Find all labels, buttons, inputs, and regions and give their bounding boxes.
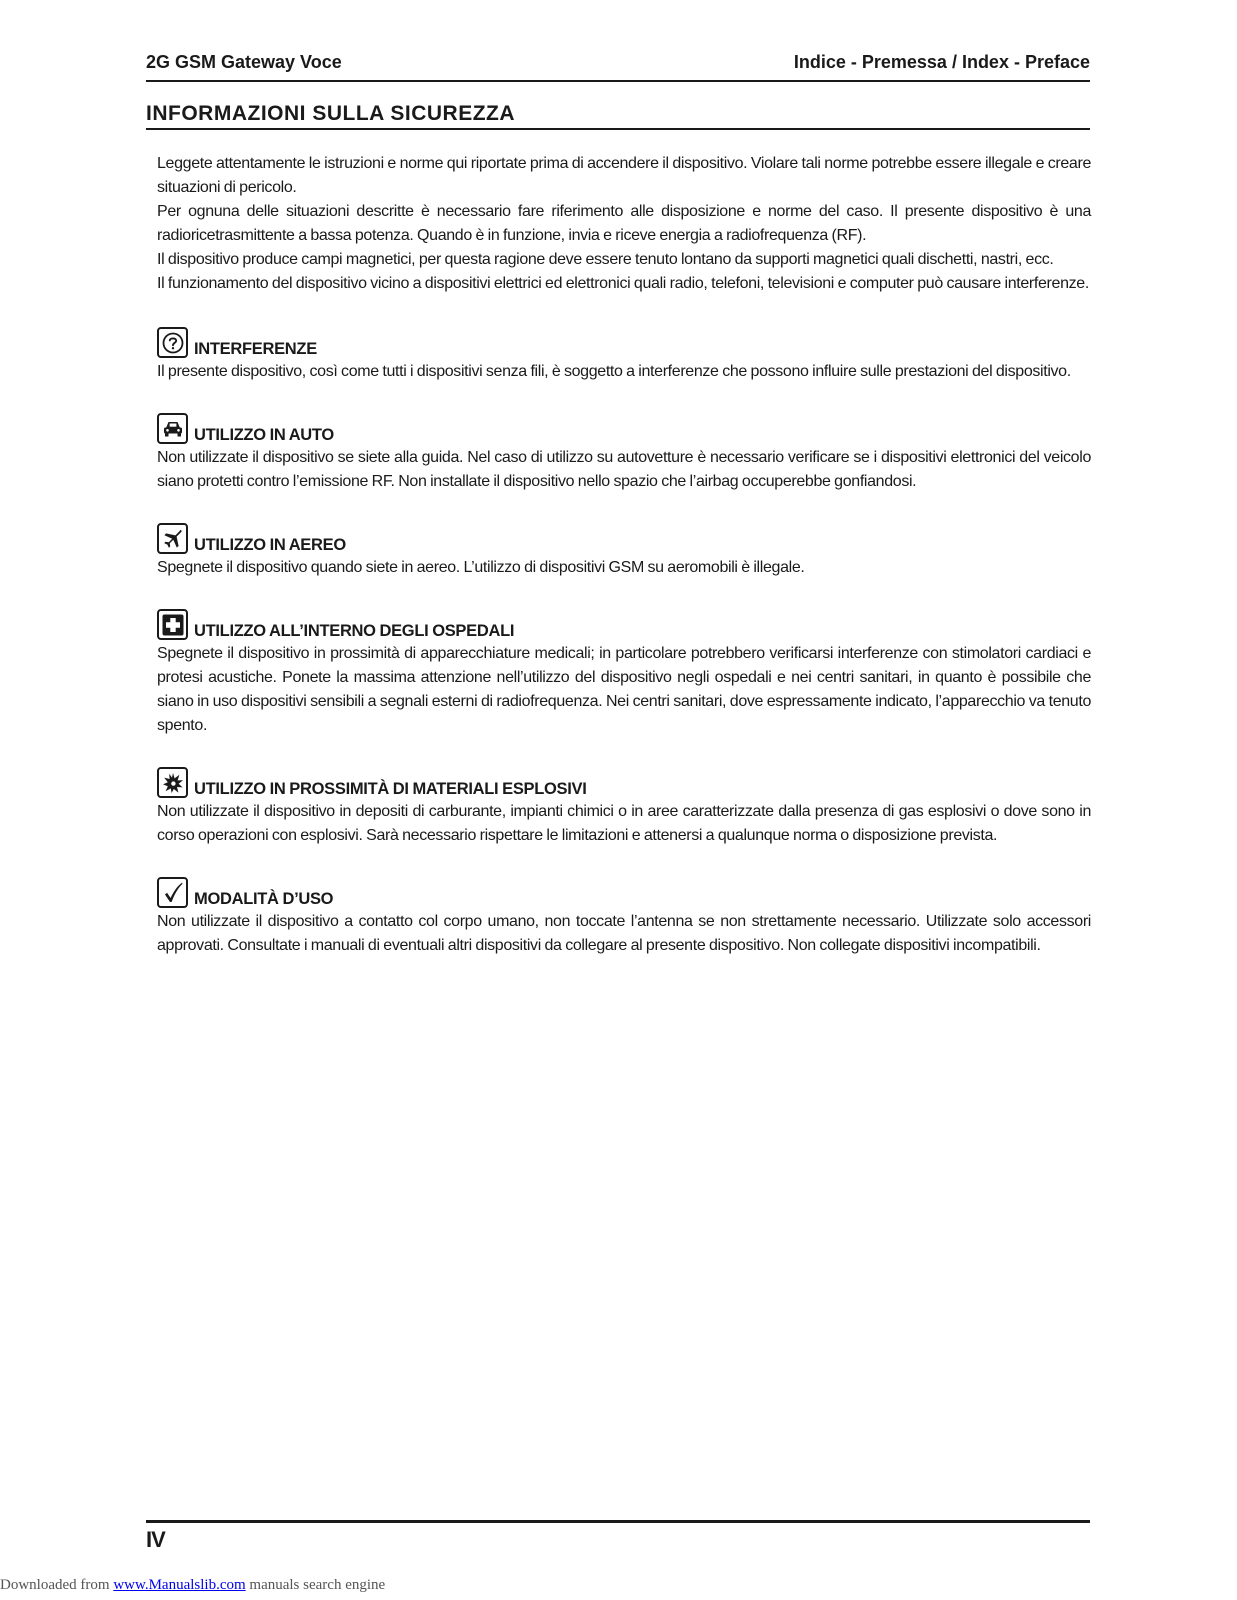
section-text: Spegnete il dispositivo quando siete in aereo. L’utilizzo di dispositivi GSM su aeromobili è illegale. [157,559,805,576]
download-prefix: Downloaded from [0,1577,114,1593]
section-heading: UTILIZZO IN PROSSIMITÀ DI MATERIALI ESPLOSIVI [194,780,587,798]
car-icon [157,413,188,444]
footer-divider [146,1520,1090,1523]
section-breadcrumb: Indice - Premessa / Index - Preface [793,52,1090,72]
content [157,152,1091,958]
download-notice [0,1577,385,1594]
section-title: INFORMAZIONI SULLA SICUREZZA [146,102,1090,130]
section-text: Non utilizzate il dispositivo a contatto col corpo umano, non toccate l’antenna se non strettamente necessario. Utilizzate solo accessori approvati. Consultate i manuali di eventuali altri dispositivi da collegare al presente dispositivo. Non collegate dispositivi incompatibili. [157,913,1091,954]
section-heading: UTILIZZO ALL’INTERNO DEGLI OSPEDALI [194,622,515,640]
section-text: Spegnete il dispositivo in prossimità di apparecchiature medicali; in particolare potrebbero verificarsi interferenze con stimolatori cardiaci e protesi acustiche. Ponete la massima attenzione nell’utilizzo del dispositivo negli ospedali e nei centri sanitari, in quanto è possibile che siano in uso dispositivi sensibili a segnali esterni di radiofrequenza. Nei centri sanitari, dove espressamente indicato, l’apparecchio va tenuto spento. [157,645,1091,734]
safety-section-interference [157,318,1091,384]
page-number: IV [146,1527,165,1552]
download-suffix: manuals search engine [245,1577,386,1593]
section-text: Non utilizzate il dispositivo in depositi di carburante, impianti chimici o in aree caratterizzate dalla presenza di gas esplosivi o dove sono in corso operazioni con esplosivi. Sarà necessario rispettare le limitazioni e attenersi a qualunque norma o disposizione prevista. [157,803,1091,844]
section-heading: MODALITÀ D’USO [194,890,334,908]
intro-paragraph: Il funzionamento del dispositivo vicino a dispositivi elettrici ed elettronici quali radio, telefoni, televisioni e computer può causare interferenze. [157,275,1089,292]
safety-section-usage [157,868,1091,958]
intro-paragraph: Leggete attentamente le istruzioni e norme qui riportate prima di accendere il dispositivo. Violare tali norme potrebbe essere illegale e creare situazioni di pericolo. [157,155,1091,196]
hospital-cross-icon [157,609,188,640]
manualslib-link[interactable]: www.Manualslib.com [113,1577,246,1593]
section-heading: INTERFERENZE [194,340,317,358]
airplane-icon [157,523,188,554]
safety-section-explosives [157,758,1091,848]
intro [157,152,1091,296]
question-icon [157,327,188,358]
intro-paragraph: Il dispositivo produce campi magnetici, per questa ragione deve essere tenuto lontano da supporti magnetici quali dischetti, nastri, ecc. [157,251,1054,268]
explosion-icon [157,767,188,798]
section-text: Non utilizzate il dispositivo se siete alla guida. Nel caso di utilizzo su autovetture è necessario verificare se i dispositivi elettronici del veicolo siano protetti contro l’emissione RF. Non installate il dispositivo nello spazio che l’airbag occuperebbe gonfiandosi. [157,449,1091,490]
checkmark-icon [157,877,188,908]
document-title: 2G GSM Gateway Voce [146,52,342,72]
safety-section-airplane [157,514,1091,580]
page-header [146,50,1090,82]
intro-paragraph: Per ognuna delle situazioni descritte è necessario fare riferimento alle disposizione e norme del caso. Il presente dispositivo è una radioricetrasmittente a bassa potenza. Quando è in funzione, invia e riceve energia a radiofrequenza (RF). [157,203,1091,244]
section-heading: UTILIZZO IN AUTO [194,426,334,444]
safety-section-hospital [157,600,1091,738]
section-heading: UTILIZZO IN AEREO [194,536,346,554]
safety-section-car [157,404,1091,494]
section-text: Il presente dispositivo, così come tutti i dispositivi senza fili, è soggetto a interferenze che possono influire sulle prestazioni del dispositivo. [157,363,1071,380]
